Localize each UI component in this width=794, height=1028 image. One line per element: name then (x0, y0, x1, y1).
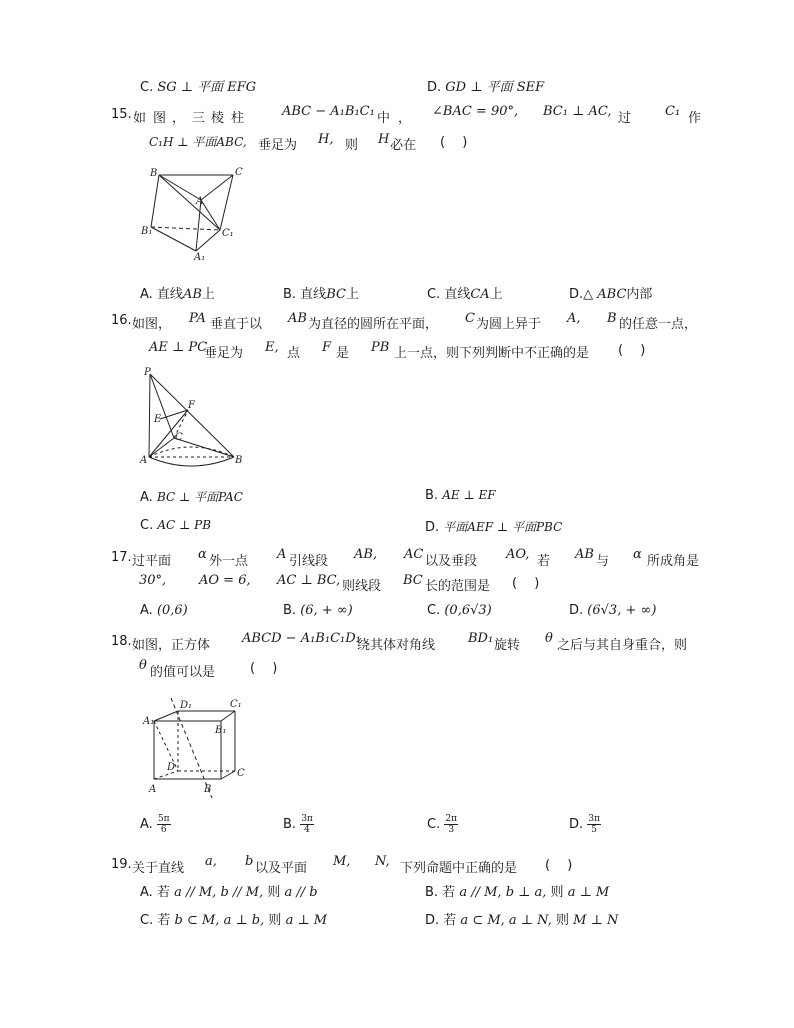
q18-option-a: A. $\frac{5\pi}{6}$ (140, 814, 170, 835)
q17-option-c: C. (0,6√3) (427, 603, 492, 618)
q19-option-c: C. 若 b ⊂ M, a ⊥ b, 则 a ⊥ M (140, 913, 328, 928)
q15-prism-figure (138, 163, 248, 263)
svg-text:D₁: D₁ (180, 700, 193, 711)
svg-text:C: C (175, 432, 183, 443)
question-number: 16. (111, 313, 132, 328)
question-number: 19. (111, 857, 132, 872)
q16-option-a: A. BC ⊥ 平面PAC (140, 490, 243, 505)
q16-option-c: C. AC ⊥ PB (140, 518, 212, 533)
q18-option-d: D. $\frac{3\pi}{5}$ (569, 814, 600, 835)
q14-option-c: C. SG ⊥ 平面 EFG (140, 80, 257, 95)
svg-text:B: B (204, 784, 212, 795)
svg-text:B₁: B₁ (215, 725, 227, 736)
q15-option-a: A. 直线AB上 (140, 287, 215, 302)
q18-cube-figure (140, 694, 250, 798)
q17-option-a: A. (0,6) (140, 603, 188, 618)
svg-text:C₁: C₁ (230, 699, 242, 710)
svg-text:A₁: A₁ (143, 716, 155, 727)
svg-text:C: C (235, 167, 243, 178)
svg-text:F: F (188, 400, 195, 411)
svg-text:P: P (144, 367, 151, 378)
q18-option-c: C. $\frac{2\pi}{3}$ (427, 814, 458, 835)
svg-text:B: B (235, 455, 243, 466)
question-number: 15. (111, 107, 132, 122)
svg-text:A: A (149, 784, 157, 795)
q18-option-b: B. $\frac{3\pi}{4}$ (283, 814, 313, 835)
svg-text:B₁: B₁ (141, 226, 153, 237)
question-number: 18. (111, 634, 132, 649)
q16-cone-figure (138, 364, 250, 468)
svg-text:A: A (140, 455, 148, 466)
q19-option-b: B. 若 a // M, b ⊥ a, 则 a ⊥ M (425, 885, 610, 900)
question-number: 17. (111, 550, 132, 565)
q15-option-d: D.△ ABC内部 (569, 287, 653, 302)
q19-option-a: A. 若 a // M, b // M, 则 a // b (140, 885, 318, 900)
svg-text:D: D (167, 762, 176, 773)
q19-option-d: D. 若 a ⊂ M, a ⊥ N, 则 M ⊥ N (425, 913, 619, 928)
svg-text:A₁: A₁ (194, 252, 206, 263)
q17-option-b: B. (6, + ∞) (283, 603, 353, 618)
q16-option-b: B. AE ⊥ EF (425, 488, 496, 503)
q15-option-b: B. 直线BC上 (283, 287, 359, 302)
q15-option-c: C. 直线CA上 (427, 287, 503, 302)
svg-text:C: C (237, 768, 245, 779)
svg-text:E: E (154, 414, 162, 425)
svg-text:C₁: C₁ (222, 228, 234, 239)
q16-option-d: D. 平面AEF ⊥ 平面PBC (425, 520, 563, 535)
q14-option-d: D. GD ⊥ 平面 SEF (427, 80, 545, 95)
svg-text:A: A (196, 196, 204, 207)
q17-option-d: D. (6√3, + ∞) (569, 603, 657, 618)
svg-text:B: B (150, 168, 158, 179)
